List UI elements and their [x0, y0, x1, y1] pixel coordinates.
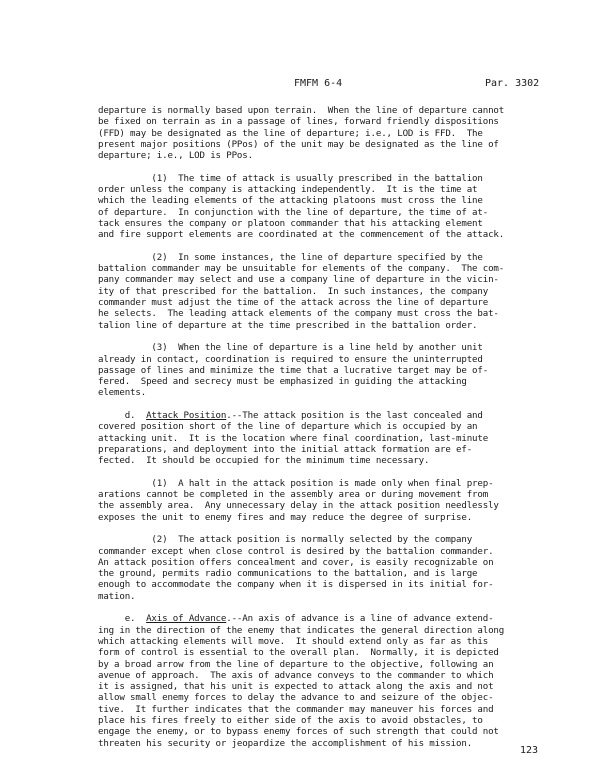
paragraph-line: elements. — [98, 388, 147, 399]
paragraph-gap — [98, 400, 548, 411]
paragraph-line: engage the enemy, or to bypass enemy forces of such strength that could not — [98, 727, 499, 738]
paragraph-line: form of control is essential to the overall plan. Normally, it is depicted — [98, 648, 499, 659]
paragraph-line: talion line of departure at the time prescribed in the battalion order. — [98, 320, 478, 331]
paragraph-line: (1) A halt in the attack position is made only when final prep- — [98, 478, 494, 489]
section-paragraph — [98, 411, 548, 467]
paragraph-line: An attack position offers concealment and cover, is easily recognizable on — [98, 557, 494, 568]
paragraph-line: battalion commander may be unsuitable for elements of the company. The com- — [98, 264, 505, 275]
paragraph-line: passage of lines and minimize the time that a lucrative target may be of- — [98, 365, 489, 376]
paragraph-line: commander must adjust the time of the attack across the line of departure — [98, 298, 489, 309]
paragraph-line: he selects. The leading attack elements of the company must cross the bat- — [98, 309, 499, 320]
paragraph-line: fected. It should be occupied for the minimum time necessary. — [98, 456, 430, 467]
section-lead: e. — [98, 614, 147, 625]
document-id: FMFM 6-4 — [294, 78, 343, 89]
paragraph-line: tack ensures the company or platoon commander that his attacking element — [98, 218, 483, 229]
paragraph-line: order unless the company is attacking independently. It is the time at — [98, 185, 478, 196]
paragraph-line: pany commander may select and use a company line of departure in the vicin- — [98, 275, 499, 286]
paragraph-line — [98, 411, 548, 422]
paragraph-gap — [98, 603, 548, 614]
paragraph-line: enough to accommodate the company when it is dispersed in its initial for- — [98, 580, 494, 591]
paragraph-line: departure; i.e., LOD is PPos. — [98, 151, 253, 162]
paragraph-line: and fire support elements are coordinated at the commencement of the attack. — [98, 230, 505, 241]
paragraph-line: it is assigned, that his unit is expected to attack along the axis and not — [98, 682, 494, 693]
paragraph-gap — [98, 242, 548, 253]
paragraph-gap — [98, 162, 548, 173]
paragraph-line: which the leading elements of the attacking platoons must cross the line — [98, 196, 483, 207]
body-paragraph — [98, 174, 548, 242]
paragraph-line: mation. — [98, 591, 136, 602]
paragraph-line: (2) In some instances, the line of departure specified by the — [98, 252, 483, 263]
paragraph-line — [98, 614, 548, 625]
document-body — [98, 106, 548, 750]
section-lead: d. — [98, 411, 147, 422]
paragraph-line: the ground, permits radio communications to the battalion, and is large — [98, 569, 478, 580]
paragraph-line: avenue of approach. The axis of advance conveys to the commander to which — [98, 670, 494, 681]
paragraph-line: exposes the unit to enemy fires and may reduce the degree of surprise. — [98, 512, 473, 523]
page-number: 123 — [520, 745, 539, 756]
section-heading-rest: .--An axis of advance is a line of advance extend- — [226, 614, 494, 625]
body-paragraph — [98, 106, 548, 162]
paragraph-line: be fixed on terrain as in a passage of lines, forward friendly dispositions — [98, 117, 499, 128]
paragraph-line: (3) When the line of departure is a line held by another unit — [98, 343, 483, 354]
body-paragraph — [98, 343, 548, 399]
paragraph-line: covered position short of the line of departure which is occupied by an — [98, 422, 478, 433]
paragraph-gap — [98, 468, 548, 479]
paragraph-line: (1) The time of attack is usually prescribed in the battalion — [98, 173, 483, 184]
paragraph-line: departure is normally based upon terrain. When the line of departure cannot — [98, 106, 505, 116]
paragraph-line: present major positions (PPos) of the unit may be designated as the line of — [98, 139, 499, 150]
section-heading: Attack Position — [146, 411, 227, 422]
paragraph-line: attacking unit. It is the location where final coordination, last-minute — [98, 433, 489, 444]
paragraph-line: ity of that prescribed for the battalion. In such instances, the company — [98, 286, 489, 297]
paragraph-gap — [98, 332, 548, 343]
paragraph-line: arations cannot be completed in the assembly area or during movement from — [98, 490, 489, 501]
paragraph-gap — [98, 524, 548, 535]
paragraph-line: fered. Speed and secrecy must be emphasized in guiding the attacking — [98, 377, 467, 388]
paragraph-reference: Par. 3302 — [485, 78, 540, 89]
body-paragraph — [98, 479, 548, 524]
paragraph-line: ing in the direction of the enemy that indicates the general direction along — [98, 625, 505, 636]
paragraph-line: by a broad arrow from the line of departure to the objective, following an — [98, 659, 494, 670]
paragraph-line: the assembly area. Any unnecessary delay in the attack position needlessly — [98, 501, 499, 512]
body-paragraph — [98, 253, 548, 332]
paragraph-line: threaten his security or jeopardize the accomplishment of his mission. — [98, 738, 473, 749]
paragraph-line: allow small enemy forces to delay the advance to and seizure of the objec- — [98, 693, 494, 704]
section-heading: Axis of Advance — [146, 614, 227, 625]
paragraph-line: (2) The attack position is normally selected by the company — [98, 535, 473, 546]
paragraph-line: which attacking elements will move. It should extend only as far as this — [98, 636, 489, 647]
paragraph-line: (FFD) may be designated as the line of departure; i.e., LOD is FFD. The — [98, 128, 483, 139]
paragraph-line: of departure. In conjunction with the line of departure, the time of at- — [98, 207, 489, 218]
section-paragraph — [98, 614, 548, 750]
section-heading-rest: .--The attack position is the last concealed and — [226, 411, 483, 422]
paragraph-line: preparations, and deployment into the initial attack formation are ef- — [98, 444, 473, 455]
paragraph-line: place his fires freely to either side of the axis to avoid obstacles, to — [98, 716, 483, 727]
paragraph-line: already in contact, coordination is required to ensure the uninterrupted — [98, 354, 483, 365]
paragraph-line: tive. It further indicates that the commander may maneuver his forces and — [98, 704, 494, 715]
paragraph-line: commander except when close control is desired by the battalion commander. — [98, 546, 494, 557]
body-paragraph — [98, 535, 548, 603]
